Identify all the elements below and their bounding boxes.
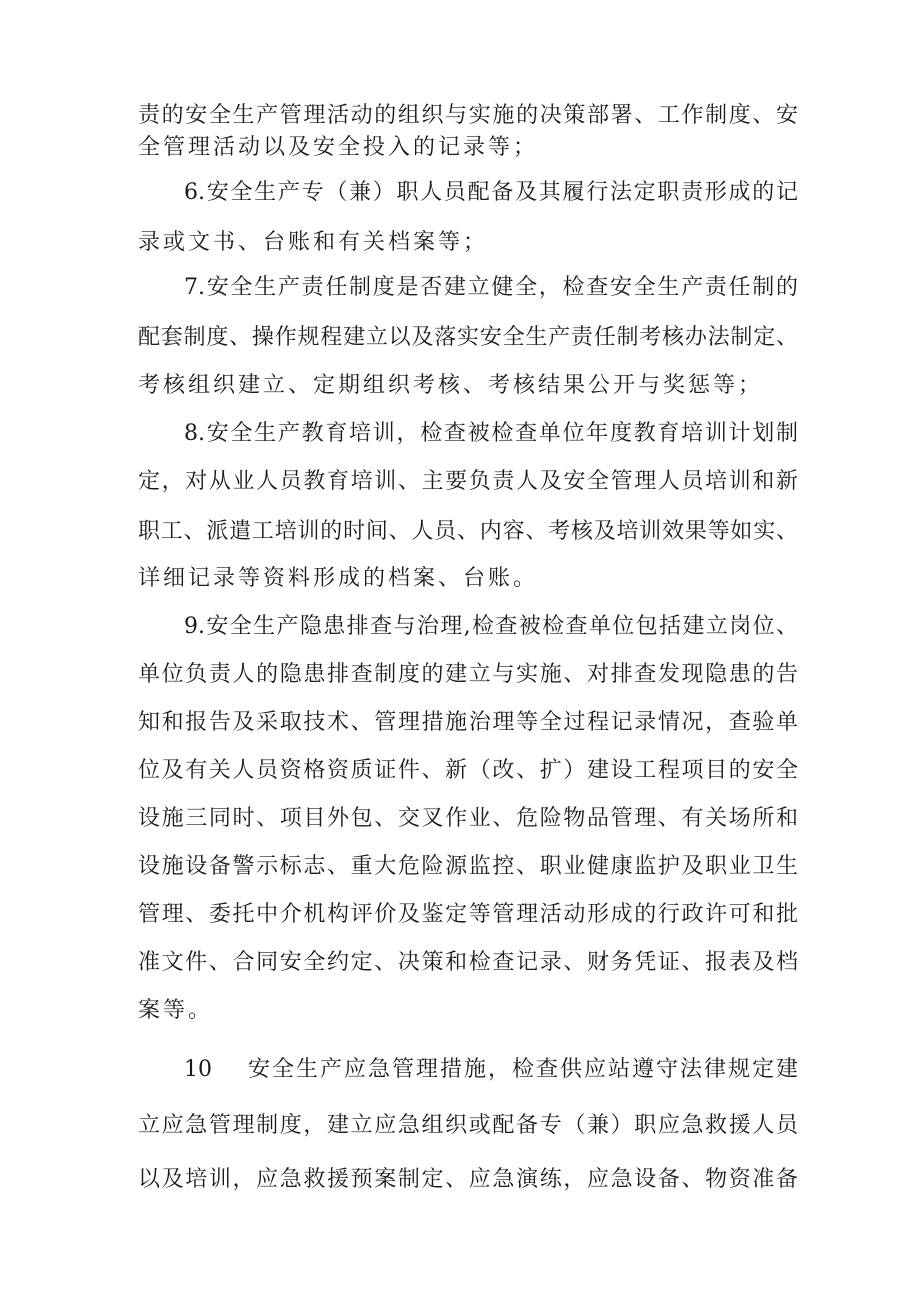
item-10-text: 安全生产应急管理措施，检查供应站遵守法律规定建 — [246, 1057, 798, 1082]
item-9-line-8: 准文件、合同安全约定、决策和检查记录、财务凭证、报表及档 — [138, 950, 798, 975]
item-9-text: .安全生产隐患排查与治理,检查被检查单位包括建立岗位、 — [198, 614, 798, 639]
item-8-text: .安全生产教育培训，检查被检查单位年度教育培训计划制 — [198, 421, 798, 446]
item-7-line-2: 配套制度、操作规程建立以及落实安全生产责任制考核办法制定、 — [138, 325, 798, 350]
item-7-line-1 — [184, 268, 798, 308]
item-8-line-4: 详细记录等资料形成的档案、台账。 — [138, 566, 539, 591]
item-8-number: 8 — [184, 421, 198, 446]
item-9-line-6: 设施设备警示标志、重大危险源监控、职业健康监护及职业卫生 — [138, 854, 798, 879]
item-9-line-9: 案等。 — [138, 998, 214, 1023]
item-7-number: 7 — [184, 275, 198, 300]
item-10-number: 10 — [184, 1057, 212, 1082]
item-6-number: 6 — [184, 180, 198, 205]
item-9-line-3: 知和报告及采取技术、管理措施治理等全过程记录情况，查验单 — [138, 710, 798, 735]
item-9-line-5: 设施三同时、项目外包、交叉作业、危险物品管理、有关场所和 — [138, 806, 798, 831]
item-7-line-3: 考核组织建立、定期组织考核、考核结果公开与奖惩等； — [138, 373, 764, 398]
item-7-text: .安全生产责任制度是否建立健全，检查安全生产责任制的 — [198, 275, 798, 300]
item-10-line-3: 以及培训，应急救援预案制定、应急演练，应急设备、物资准备 — [138, 1167, 798, 1192]
item-9-line-1 — [184, 607, 798, 647]
item-10-line-2: 立应急管理制度，建立应急组织或配备专（兼）职应急救援人员 — [138, 1113, 798, 1138]
item-10-line-1 — [184, 1050, 798, 1090]
item-6-line-1 — [184, 173, 798, 213]
item-9-line-7: 管理、委托中介机构评价及鉴定等管理活动形成的行政许可和批 — [138, 902, 798, 927]
item-8-line-1 — [184, 414, 798, 454]
item-6-text: .安全生产专（兼）职人员配备及其履行法定职责形成的记 — [198, 180, 798, 205]
continuation-line-1: 责的安全生产管理活动的组织与实施的决策部署、工作制度、安 — [138, 103, 798, 128]
item-6-line-2: 录或文书、台账和有关档案等； — [138, 230, 489, 255]
item-8-line-3: 职工、派遣工培训的时间、人员、内容、考核及培训效果等如实、 — [138, 519, 798, 544]
continuation-line-2: 全管理活动以及安全投入的记录等； — [138, 135, 539, 160]
item-8-line-2: 定，对从业人员教育培训、主要负责人及安全管理人员培训和新 — [138, 469, 798, 494]
item-9-line-4: 位及有关人员资格资质证件、新（改、扩）建设工程项目的安全 — [138, 758, 798, 783]
item-9-line-2: 单位负责人的隐患排查制度的建立与实施、对排查发现隐患的告 — [138, 662, 798, 687]
item-9-number: 9 — [184, 614, 198, 639]
